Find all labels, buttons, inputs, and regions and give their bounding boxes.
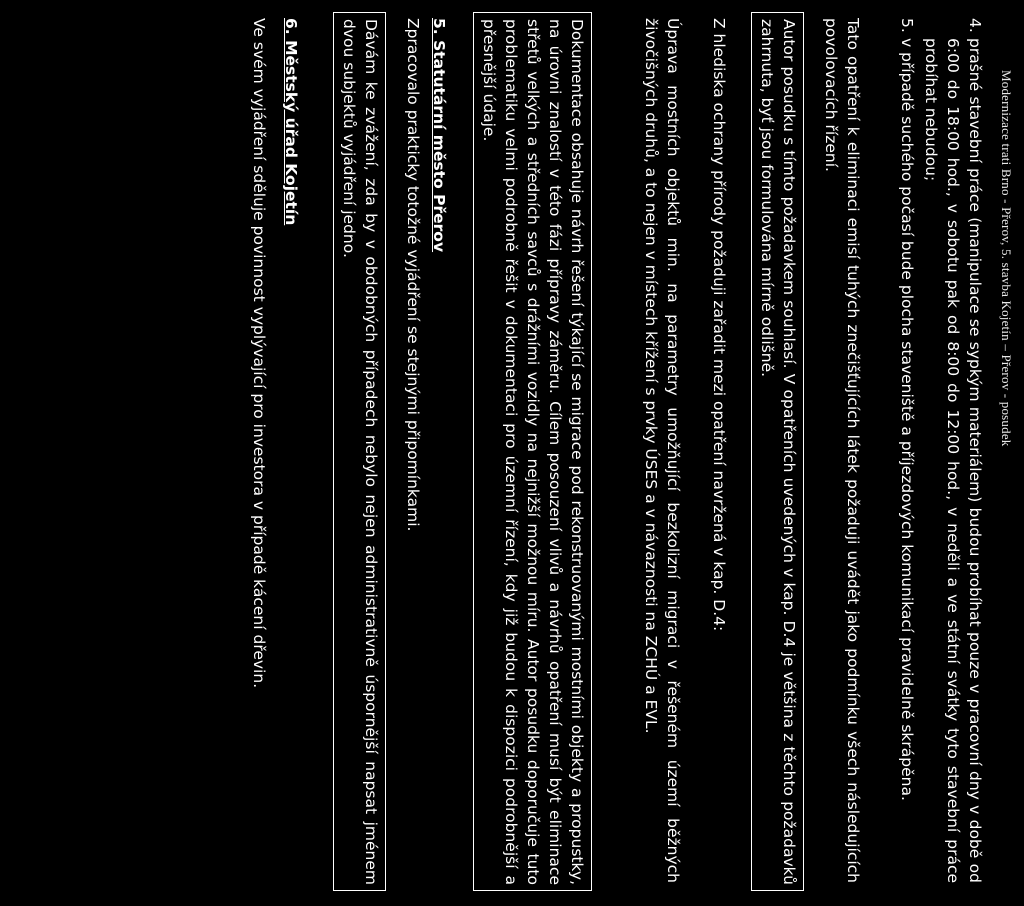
paragraph-nature: Z hlediska ochrany přírody požaduji zařadit mezi opatření navržená v kap. D.4: [710, 18, 728, 632]
section-heading: 6. Městský úřad Kojetín [282, 18, 300, 226]
list-item [920, 18, 986, 883]
page-header: Modernizace trati Brno - Přerov, 5. stavba Kojetín – Přerov - posudek [999, 70, 1014, 447]
paragraph-bridges: Úprava mostních objektů min. na parametry umožňující bezkolizní migraci v řešeném území běžných živočišných druhů, a to nejen v místech křížení s prvky ÚSES a v návaznosti na ZCHÚ a EVL. [642, 18, 682, 883]
list-item [896, 18, 918, 883]
numbered-list [896, 18, 986, 883]
author-comment-box: Autor posudku s tímto požadavkem souhlasí. V opatřeních uvedených v kap. D.4 je většina z těchto požadavků zahrnuta, byť jsou formulována mírně odlišně. [751, 12, 804, 891]
documentation-comment-box: Dokumentace obsahuje návrh řešení týkající se migrace pod rekonstruovanými mostními objekty a propustky, na úrovni znalostí v této fázi přípravy záměru. Cílem posouzení vlivů a návrhů opatření musí být eliminace střetů velkých a středních savců s drážními vozidly na nejnižší možnou míru. Autor posudku doporučuje tuto problematiku velmi podrobně řešit v dokumentaci pro územní řízení, kdy již budou k dispozici podrobnější a přesnější údaje. [473, 12, 592, 891]
prerov-comment-box: Dávám ke zvážení, zda by v obdobných případech nebylo nejen administrativně úspornější napsat jménem dvou subjektů vyjádření jedno. [333, 12, 386, 891]
section-prerov [402, 18, 450, 883]
section-text: Zpracovalo prakticky totožné vyjádření se stejnými připomínkami. [404, 18, 422, 532]
section-heading: 5. Statutární město Přerov [430, 18, 448, 253]
list-item-number: 4. [966, 18, 984, 33]
section-text: Ve svém vyjádření sděluje povinnost vyplývající pro investora v případě kácení dřevin. [250, 18, 268, 689]
list-item-text: prašné stavební práce (manipulace se sypkým materiálem) budou probíhat pouze v pracovní dny v době od 6:00 do 18:00 hod., v sobotu pak od 8:00 do 12:00 hod., v neděli a ve státní svátky tyto stavební práce probíhat nebudou; [922, 38, 984, 883]
list-item-number: 5. [898, 18, 916, 33]
paragraph-measures: Tato opatření k eliminaci emisí tuhých znečišťujících látek požaduji uvádět jako podmínku všech následujících povolovacích řízení. [822, 18, 862, 883]
section-kojetin [248, 18, 302, 883]
list-item-text: v případě suchého počasí bude plocha staveniště a příjezdových komunikací pravidelně skrápěna. [898, 38, 916, 801]
